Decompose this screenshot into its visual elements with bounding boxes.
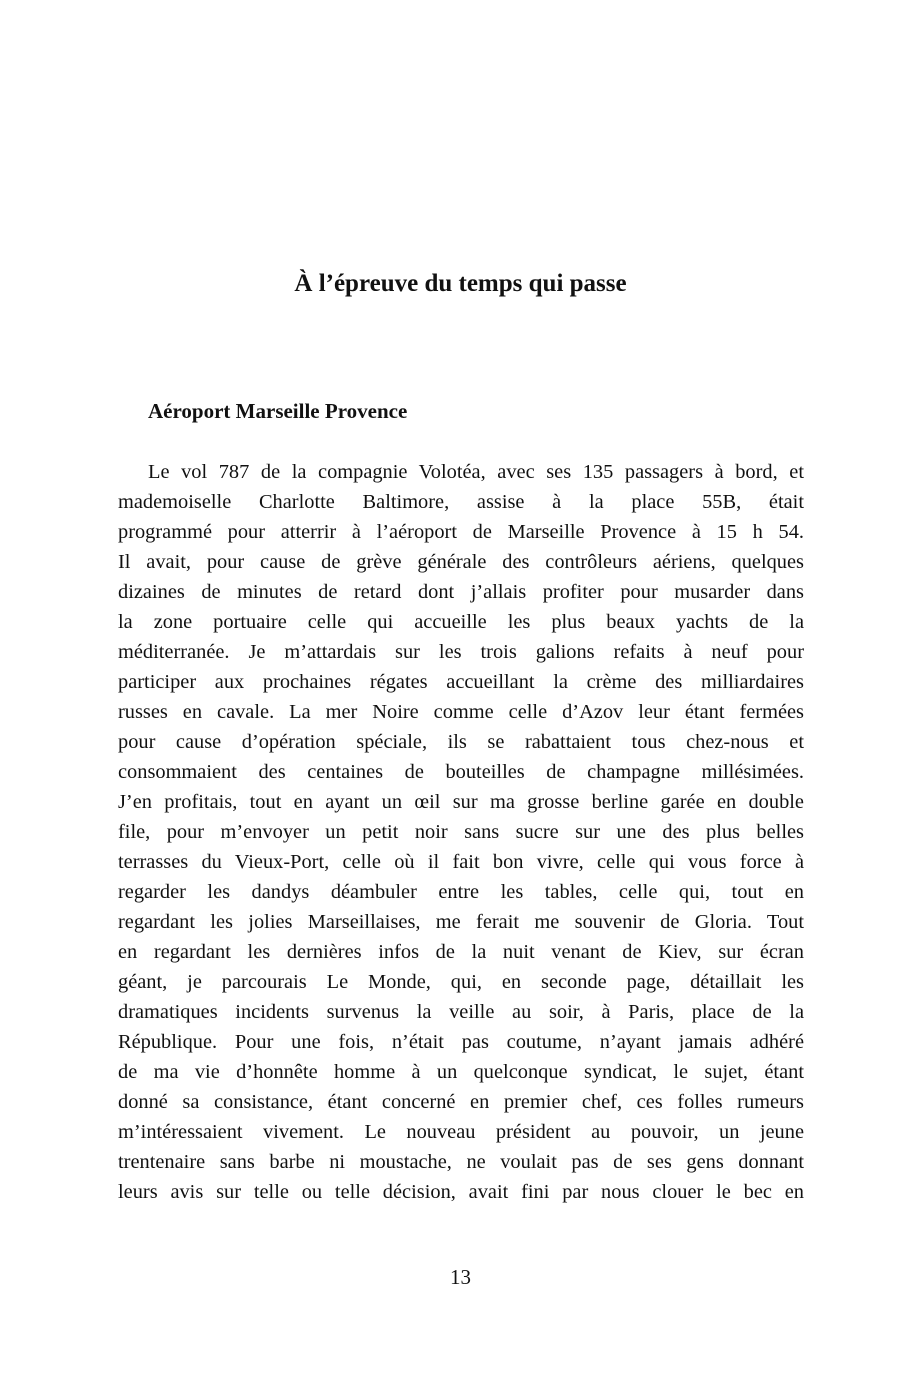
text-line: pour cause d’opération spéciale, ils se rabattaient tous chez-nous et [118, 731, 804, 753]
text-line: consommaient des centaines de bouteilles de champagne millésimées. [118, 761, 804, 783]
text-line: terrasses du Vieux-Port, celle où il fait bon vivre, celle qui vous force à [118, 851, 804, 873]
text-line: géant, je parcourais Le Monde, qui, en seconde page, détaillait les [118, 971, 804, 993]
text-line: méditerranée. Je m’attardais sur les trois galions refaits à neuf pour [118, 641, 804, 663]
text-line: dizaines de minutes de retard dont j’allais profiter pour musarder dans [118, 581, 804, 603]
text-line: regarder les dandys déambuler entre les tables, celle qui, tout en [118, 881, 804, 903]
text-line: donné sa consistance, étant concerné en premier chef, ces folles rumeurs [118, 1091, 804, 1113]
body-paragraph [118, 457, 804, 1207]
text-line: russes en cavale. La mer Noire comme celle d’Azov leur étant fermées [118, 701, 804, 723]
text-line: Le vol 787 de la compagnie Volotéa, avec ses 135 passagers à bord, et [148, 461, 804, 483]
text-line: la zone portuaire celle qui accueille les plus beaux yachts de la [118, 611, 804, 633]
text-line: mademoiselle Charlotte Baltimore, assise à la place 55B, était [118, 491, 804, 513]
text-line: leurs avis sur telle ou telle décision, avait fini par nous clouer le bec en [118, 1181, 804, 1203]
text-line: trentenaire sans barbe ni moustache, ne voulait pas de ses gens donnant [118, 1151, 804, 1173]
text-line: dramatiques incidents survenus la veille au soir, à Paris, place de la [118, 1001, 804, 1023]
text-line: participer aux prochaines régates accueillant la crème des milliardaires [118, 671, 804, 693]
text-line: J’en profitais, tout en ayant un œil sur ma grosse berline garée en double [118, 791, 804, 813]
page-number: 13 [450, 1265, 471, 1289]
text-line: de ma vie d’honnête homme à un quelconque syndicat, le sujet, étant [118, 1061, 804, 1083]
text-line: en regardant les dernières infos de la nuit venant de Kiev, sur écran [118, 941, 804, 963]
text-line: m’intéressaient vivement. Le nouveau président au pouvoir, un jeune [118, 1121, 804, 1143]
section-title: Aéroport Marseille Provence [148, 399, 408, 423]
text-line: file, pour m’envoyer un petit noir sans sucre sur une des plus belles [118, 821, 804, 843]
text-line: regardant les jolies Marseillaises, me ferait me souvenir de Gloria. Tout [118, 911, 804, 933]
chapter-title: À l’épreuve du temps qui passe [294, 270, 627, 297]
text-line: programmé pour atterrir à l’aéroport de Marseille Provence à 15 h 54. [118, 521, 804, 543]
text-line: Il avait, pour cause de grève générale des contrôleurs aériens, quelques [118, 551, 804, 573]
text-line: République. Pour une fois, n’était pas coutume, n’ayant jamais adhéré [118, 1031, 804, 1053]
